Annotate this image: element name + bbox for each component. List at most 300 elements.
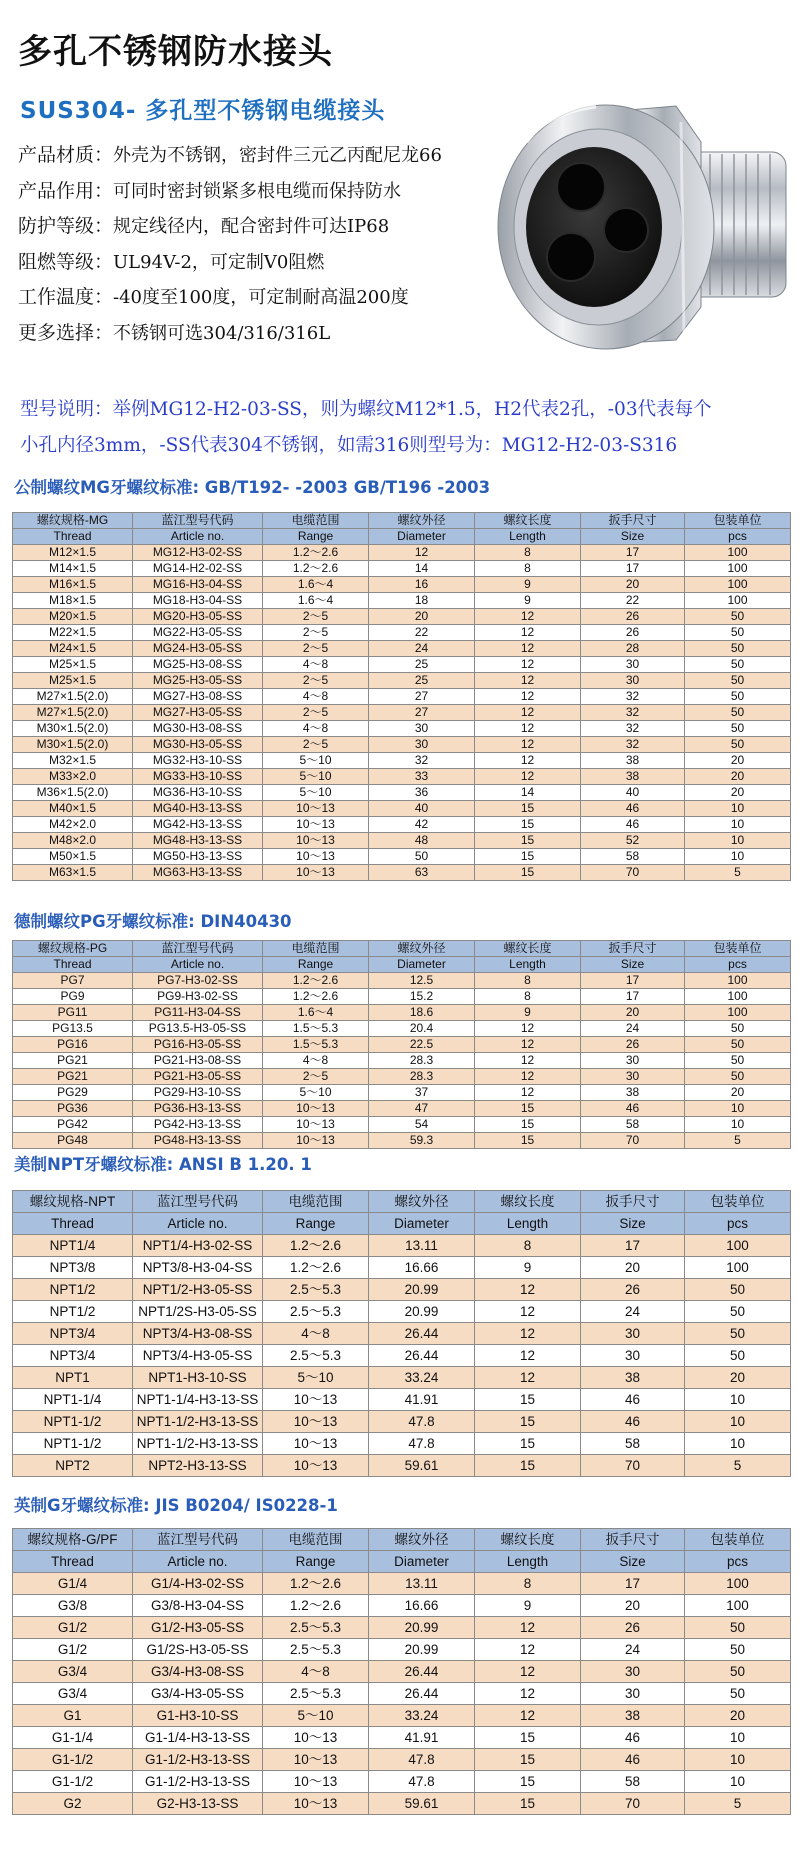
size-cell: 58 (581, 849, 685, 865)
column-header: Thread (13, 1213, 133, 1235)
pcs-cell: 50 (685, 737, 791, 753)
range-cell: 10～13 (263, 1771, 369, 1793)
thread-cell: G1 (13, 1705, 133, 1727)
column-header: 包装单位 (685, 1191, 791, 1213)
table-row (13, 1573, 791, 1595)
diameter-cell: 59.61 (369, 1793, 475, 1815)
length-cell: 8 (475, 989, 581, 1005)
column-header: 电缆范围 (263, 941, 369, 957)
length-cell: 12 (475, 769, 581, 785)
pcs-cell: 10 (685, 1117, 791, 1133)
article-cell: G1/2-H3-05-SS (133, 1617, 263, 1639)
size-cell: 20 (581, 1257, 685, 1279)
length-cell: 15 (475, 1771, 581, 1793)
range-cell: 10～13 (263, 801, 369, 817)
table-row (13, 1037, 791, 1053)
article-cell: MG22-H3-05-SS (133, 625, 263, 641)
thread-cell: M20×1.5 (13, 609, 133, 625)
diameter-cell: 20.99 (369, 1639, 475, 1661)
pcs-cell: 50 (685, 1617, 791, 1639)
model-description-line: 型号说明：举例MG12-H2-03-SS，则为螺纹M12*1.5，H2代表2孔，-03代表每个 (20, 399, 712, 420)
pcs-cell: 50 (685, 673, 791, 689)
pcs-cell: 50 (685, 641, 791, 657)
range-cell: 10～13 (263, 1389, 369, 1411)
thread-cell: M22×1.5 (13, 625, 133, 641)
range-cell: 10～13 (263, 1749, 369, 1771)
size-cell: 32 (581, 705, 685, 721)
column-header: Size (581, 1213, 685, 1235)
table-row (13, 1639, 791, 1661)
size-cell: 20 (581, 1595, 685, 1617)
thread-cell: M25×1.5 (13, 657, 133, 673)
pcs-cell: 50 (685, 1683, 791, 1705)
pcs-cell: 10 (685, 801, 791, 817)
range-cell: 4～8 (263, 657, 369, 673)
pcs-cell: 100 (685, 989, 791, 1005)
table-row (13, 1257, 791, 1279)
column-header: 扳手尺寸 (581, 1529, 685, 1551)
range-cell: 2.5～5.3 (263, 1279, 369, 1301)
pcs-cell: 20 (685, 785, 791, 801)
length-cell: 12 (475, 721, 581, 737)
article-cell: PG9-H3-02-SS (133, 989, 263, 1005)
pcs-cell: 50 (685, 1053, 791, 1069)
size-cell: 26 (581, 625, 685, 641)
diameter-cell: 28.3 (369, 1069, 475, 1085)
diameter-cell: 47 (369, 1101, 475, 1117)
length-cell: 12 (475, 1037, 581, 1053)
length-cell: 12 (475, 753, 581, 769)
section-title-npt: 美制NPT牙螺纹标准: ANSI B 1.20. 1 (14, 1155, 312, 1174)
size-cell: 38 (581, 1705, 685, 1727)
size-cell: 32 (581, 689, 685, 705)
size-cell: 22 (581, 593, 685, 609)
column-header: 电缆范围 (263, 513, 369, 529)
size-cell: 70 (581, 1793, 685, 1815)
article-cell: NPT3/4-H3-08-SS (133, 1323, 263, 1345)
size-cell: 30 (581, 1661, 685, 1683)
thread-cell: G1-1/2 (13, 1771, 133, 1793)
diameter-cell: 48 (369, 833, 475, 849)
pcs-cell: 50 (685, 1661, 791, 1683)
thread-cell: M48×2.0 (13, 833, 133, 849)
range-cell: 10～13 (263, 1433, 369, 1455)
article-cell: NPT1-1/4-H3-13-SS (133, 1389, 263, 1411)
diameter-cell: 37 (369, 1085, 475, 1101)
size-cell: 17 (581, 1235, 685, 1257)
table-row (13, 641, 791, 657)
column-header: 螺纹长度 (475, 513, 581, 529)
spec-item (18, 209, 442, 245)
spec-label: 阻燃等级： (18, 250, 114, 273)
size-cell: 17 (581, 561, 685, 577)
size-cell: 58 (581, 1771, 685, 1793)
article-cell: NPT3/4-H3-05-SS (133, 1345, 263, 1367)
article-cell: NPT1-1/2-H3-13-SS (133, 1433, 263, 1455)
column-header: 螺纹长度 (475, 941, 581, 957)
length-cell: 15 (475, 1101, 581, 1117)
pcs-cell: 50 (685, 1323, 791, 1345)
table-row (13, 705, 791, 721)
length-cell: 15 (475, 1411, 581, 1433)
thread-cell: NPT2 (13, 1455, 133, 1477)
thread-cell: NPT1-1/2 (13, 1433, 133, 1455)
size-cell: 38 (581, 753, 685, 769)
size-cell: 30 (581, 1323, 685, 1345)
diameter-cell: 18 (369, 593, 475, 609)
pcs-cell: 20 (685, 1367, 791, 1389)
pcs-cell: 50 (685, 1301, 791, 1323)
thread-cell: PG13.5 (13, 1021, 133, 1037)
diameter-cell: 47.8 (369, 1433, 475, 1455)
length-cell: 15 (475, 1727, 581, 1749)
size-cell: 26 (581, 1037, 685, 1053)
article-cell: NPT1-1/2-H3-13-SS (133, 1411, 263, 1433)
spec-item (18, 316, 442, 352)
pcs-cell: 100 (685, 1005, 791, 1021)
table-header-row (13, 957, 791, 973)
table-row (13, 1749, 791, 1771)
article-cell: PG21-H3-08-SS (133, 1053, 263, 1069)
article-cell: G3/4-H3-05-SS (133, 1683, 263, 1705)
article-cell: PG21-H3-05-SS (133, 1069, 263, 1085)
length-cell: 9 (475, 577, 581, 593)
thread-cell: PG21 (13, 1069, 133, 1085)
pcs-cell: 10 (685, 1771, 791, 1793)
column-header: Article no. (133, 529, 263, 545)
thread-cell: M24×1.5 (13, 641, 133, 657)
size-cell: 38 (581, 1085, 685, 1101)
article-cell: NPT1/4-H3-02-SS (133, 1235, 263, 1257)
table-row (13, 721, 791, 737)
size-cell: 30 (581, 1683, 685, 1705)
size-cell: 70 (581, 1133, 685, 1149)
range-cell: 4～8 (263, 689, 369, 705)
model-description-line: 小孔内径3mm，-SS代表304不锈钢，如需316则型号为：MG12-H2-03-S316 (20, 435, 678, 456)
range-cell: 1.6～4 (263, 1005, 369, 1021)
column-header: Diameter (369, 529, 475, 545)
article-cell: MG33-H3-10-SS (133, 769, 263, 785)
table-row (13, 785, 791, 801)
range-cell: 10～13 (263, 1101, 369, 1117)
article-cell: MG32-H3-10-SS (133, 753, 263, 769)
thread-cell: PG9 (13, 989, 133, 1005)
thread-cell: M63×1.5 (13, 865, 133, 881)
diameter-cell: 15.2 (369, 989, 475, 1005)
pcs-cell: 100 (685, 973, 791, 989)
size-cell: 40 (581, 785, 685, 801)
spec-label: 防护等级： (18, 215, 114, 237)
thread-cell: NPT3/8 (13, 1257, 133, 1279)
size-cell: 38 (581, 1367, 685, 1389)
length-cell: 15 (475, 1389, 581, 1411)
table-row (13, 1683, 791, 1705)
thread-cell: M40×1.5 (13, 801, 133, 817)
column-header: Range (263, 1551, 369, 1573)
table-row (13, 1389, 791, 1411)
length-cell: 8 (475, 545, 581, 561)
size-cell: 17 (581, 989, 685, 1005)
pcs-cell: 100 (685, 1257, 791, 1279)
table-header-row (13, 1191, 791, 1213)
size-cell: 46 (581, 817, 685, 833)
diameter-cell: 41.91 (369, 1727, 475, 1749)
column-header: 螺纹规格-NPT (13, 1191, 133, 1213)
section-title-pg: 德制螺纹PG牙螺纹标准: DIN40430 (14, 912, 292, 931)
thread-cell: M14×1.5 (13, 561, 133, 577)
article-cell: MG50-H3-13-SS (133, 849, 263, 865)
size-cell: 24 (581, 1639, 685, 1661)
article-cell: MG36-H3-10-SS (133, 785, 263, 801)
length-cell: 12 (475, 1683, 581, 1705)
thread-cell: NPT1/4 (13, 1235, 133, 1257)
thread-cell: NPT1/2 (13, 1279, 133, 1301)
column-header: pcs (685, 529, 791, 545)
table-row (13, 1021, 791, 1037)
article-cell: G1-H3-10-SS (133, 1705, 263, 1727)
range-cell: 1.5～5.3 (263, 1037, 369, 1053)
diameter-cell: 30 (369, 737, 475, 753)
range-cell: 5～10 (263, 785, 369, 801)
length-cell: 15 (475, 1133, 581, 1149)
size-cell: 58 (581, 1117, 685, 1133)
diameter-cell: 42 (369, 817, 475, 833)
table-row (13, 577, 791, 593)
thread-cell: M27×1.5(2.0) (13, 705, 133, 721)
size-cell: 17 (581, 973, 685, 989)
length-cell: 12 (475, 657, 581, 673)
article-cell: NPT3/8-H3-04-SS (133, 1257, 263, 1279)
table-row (13, 1727, 791, 1749)
size-cell: 30 (581, 1345, 685, 1367)
table-header-row (13, 1551, 791, 1573)
size-cell: 38 (581, 769, 685, 785)
page-title: 多孔不锈钢防水接头 (18, 32, 333, 72)
pcs-cell: 20 (685, 1085, 791, 1101)
thread-cell: M33×2.0 (13, 769, 133, 785)
article-cell: MG25-H3-05-SS (133, 673, 263, 689)
length-cell: 9 (475, 1257, 581, 1279)
length-cell: 12 (475, 1323, 581, 1345)
pcs-cell: 100 (685, 545, 791, 561)
size-cell: 46 (581, 1101, 685, 1117)
range-cell: 4～8 (263, 1323, 369, 1345)
table-row (13, 593, 791, 609)
range-cell: 2.5～5.3 (263, 1617, 369, 1639)
table-row (13, 1279, 791, 1301)
length-cell: 12 (475, 1053, 581, 1069)
diameter-cell: 33 (369, 769, 475, 785)
range-cell: 1.2～2.6 (263, 1257, 369, 1279)
range-cell: 2～5 (263, 705, 369, 721)
column-header: 扳手尺寸 (581, 1191, 685, 1213)
thread-cell: M30×1.5(2.0) (13, 737, 133, 753)
length-cell: 8 (475, 1573, 581, 1595)
spec-item (18, 245, 442, 281)
thread-cell: NPT1/2 (13, 1301, 133, 1323)
length-cell: 12 (475, 1085, 581, 1101)
length-cell: 15 (475, 817, 581, 833)
column-header: 螺纹外径 (369, 1191, 475, 1213)
thread-cell: M18×1.5 (13, 593, 133, 609)
range-cell: 1.2～2.6 (263, 1595, 369, 1617)
pcs-cell: 100 (685, 1235, 791, 1257)
thread-cell: PG29 (13, 1085, 133, 1101)
thread-cell: G3/4 (13, 1683, 133, 1705)
range-cell: 1.2～2.6 (263, 973, 369, 989)
spec-list (18, 138, 442, 351)
pcs-cell: 10 (685, 1727, 791, 1749)
size-cell: 24 (581, 1301, 685, 1323)
column-header: 包装单位 (685, 941, 791, 957)
article-cell: PG29-H3-10-SS (133, 1085, 263, 1101)
pcs-cell: 10 (685, 817, 791, 833)
column-header: Thread (13, 1551, 133, 1573)
article-cell: PG7-H3-02-SS (133, 973, 263, 989)
thread-cell: M16×1.5 (13, 577, 133, 593)
article-cell: MG20-H3-05-SS (133, 609, 263, 625)
table-row (13, 1455, 791, 1477)
diameter-cell: 18.6 (369, 1005, 475, 1021)
diameter-cell: 14 (369, 561, 475, 577)
column-header: 包装单位 (685, 1529, 791, 1551)
diameter-cell: 54 (369, 1117, 475, 1133)
diameter-cell: 27 (369, 705, 475, 721)
table-pg (12, 940, 791, 1149)
thread-cell: NPT3/4 (13, 1323, 133, 1345)
article-cell: MG42-H3-13-SS (133, 817, 263, 833)
length-cell: 12 (475, 737, 581, 753)
range-cell: 4～8 (263, 1661, 369, 1683)
article-cell: MG48-H3-13-SS (133, 833, 263, 849)
spec-item (18, 138, 442, 174)
column-header: 螺纹外径 (369, 1529, 475, 1551)
diameter-cell: 27 (369, 689, 475, 705)
column-header: 蓝江型号代码 (133, 1191, 263, 1213)
table-row (13, 849, 791, 865)
column-header: 螺纹长度 (475, 1529, 581, 1551)
thread-cell: NPT1 (13, 1367, 133, 1389)
spec-label: 产品作用： (18, 179, 114, 202)
article-cell: MG18-H3-04-SS (133, 593, 263, 609)
table-row (13, 833, 791, 849)
thread-cell: G1/2 (13, 1617, 133, 1639)
size-cell: 46 (581, 801, 685, 817)
diameter-cell: 36 (369, 785, 475, 801)
thread-cell: PG36 (13, 1101, 133, 1117)
thread-cell: PG21 (13, 1053, 133, 1069)
column-header: Article no. (133, 957, 263, 973)
article-cell: MG24-H3-05-SS (133, 641, 263, 657)
column-header: pcs (685, 1551, 791, 1573)
diameter-cell: 25 (369, 673, 475, 689)
spec-item (18, 174, 442, 210)
thread-cell: G1/2 (13, 1639, 133, 1661)
pcs-cell: 20 (685, 753, 791, 769)
table-row (13, 769, 791, 785)
table-header-row (13, 941, 791, 957)
article-cell: G1/2S-H3-05-SS (133, 1639, 263, 1661)
size-cell: 70 (581, 1455, 685, 1477)
table-mg (12, 512, 791, 881)
range-cell: 10～13 (263, 1793, 369, 1815)
column-header: Length (475, 529, 581, 545)
size-cell: 52 (581, 833, 685, 849)
range-cell: 5～10 (263, 1367, 369, 1389)
thread-cell: M12×1.5 (13, 545, 133, 561)
column-header: Diameter (369, 1213, 475, 1235)
column-header: Length (475, 1551, 581, 1573)
length-cell: 15 (475, 1455, 581, 1477)
length-cell: 12 (475, 1705, 581, 1727)
column-header: Length (475, 957, 581, 973)
length-cell: 12 (475, 1639, 581, 1661)
length-cell: 12 (475, 1345, 581, 1367)
spec-value: 外壳为不锈钢，密封件三元乙丙配尼龙66 (113, 145, 442, 166)
column-header: Thread (13, 529, 133, 545)
thread-cell: G3/4 (13, 1661, 133, 1683)
table-row (13, 1661, 791, 1683)
thread-cell: PG7 (13, 973, 133, 989)
pcs-cell: 50 (685, 657, 791, 673)
article-cell: G1-1/2-H3-13-SS (133, 1771, 263, 1793)
pcs-cell: 50 (685, 689, 791, 705)
pcs-cell: 5 (685, 865, 791, 881)
pcs-cell: 50 (685, 721, 791, 737)
diameter-cell: 47.8 (369, 1411, 475, 1433)
range-cell: 1.2～2.6 (263, 545, 369, 561)
table-row (13, 1101, 791, 1117)
pcs-cell: 10 (685, 833, 791, 849)
column-header: Size (581, 529, 685, 545)
length-cell: 15 (475, 801, 581, 817)
article-cell: NPT1/2S-H3-05-SS (133, 1301, 263, 1323)
size-cell: 17 (581, 1573, 685, 1595)
column-header: 蓝江型号代码 (133, 941, 263, 957)
length-cell: 12 (475, 609, 581, 625)
column-header: 螺纹外径 (369, 941, 475, 957)
table-row (13, 1053, 791, 1069)
length-cell: 15 (475, 833, 581, 849)
range-cell: 1.5～5.3 (263, 1021, 369, 1037)
length-cell: 15 (475, 1117, 581, 1133)
diameter-cell: 16.66 (369, 1257, 475, 1279)
range-cell: 2.5～5.3 (263, 1639, 369, 1661)
diameter-cell: 30 (369, 721, 475, 737)
article-cell: NPT2-H3-13-SS (133, 1455, 263, 1477)
pcs-cell: 100 (685, 1573, 791, 1595)
thread-cell: M25×1.5 (13, 673, 133, 689)
range-cell: 4～8 (263, 1053, 369, 1069)
article-cell: MG27-H3-08-SS (133, 689, 263, 705)
table-row (13, 1793, 791, 1815)
range-cell: 1.2～2.6 (263, 561, 369, 577)
article-cell: G1/4-H3-02-SS (133, 1573, 263, 1595)
size-cell: 20 (581, 577, 685, 593)
table-row (13, 753, 791, 769)
thread-cell: M36×1.5(2.0) (13, 785, 133, 801)
article-cell: PG13.5-H3-05-SS (133, 1021, 263, 1037)
article-cell: G1-1/4-H3-13-SS (133, 1727, 263, 1749)
article-cell: MG12-H3-02-SS (133, 545, 263, 561)
range-cell: 10～13 (263, 833, 369, 849)
table-row (13, 1595, 791, 1617)
diameter-cell: 22 (369, 625, 475, 641)
table-row (13, 673, 791, 689)
thread-cell: M42×2.0 (13, 817, 133, 833)
table-row (13, 1367, 791, 1389)
table-row (13, 989, 791, 1005)
